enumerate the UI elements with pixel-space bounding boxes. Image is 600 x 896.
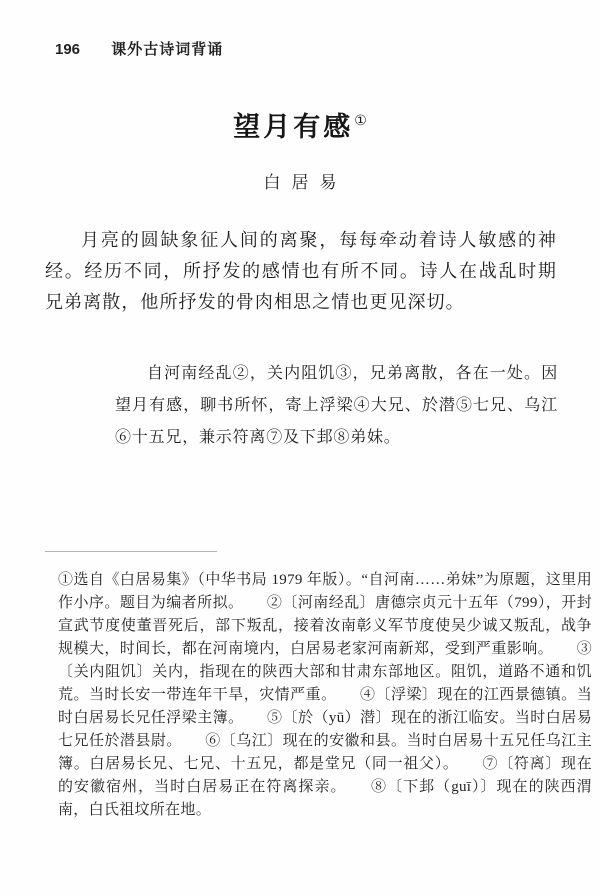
page-header bbox=[0, 0, 600, 59]
footnotes-paragraph: ①选自《白居易集》（中华书局 1979 年版）。“自河南……弟妹”为原题，这里用作小序。题目为编者所拟。 ②〔河南经乱〕唐德宗贞元十五年（799），开封宣武节度使董晋死后，部下叛乱，接着汝南彰义军节度使吴少诚又叛乱，战争规模大，时间长，都在河南境内，白居易老家河南新郑，受到严重影响。 ③〔关内阻饥〕关内，指现在的陕西大部和甘肃东部地区。阻饥，道路不通和饥荒。当时长安一带连年干旱，灾情严重。 ④〔浮梁〕现在的江西景德镇。当时白居易长兄任浮梁主簿。 ⑤〔於（yū）潜〕现在的浙江临安。当时白居易七兄任於潜县尉。 ⑥〔乌江〕现在的安徽和县。当时白居易十五兄任乌江主簿。白居易长兄、七兄、十五兄，都是堂兄（同一祖父）。 ⑦〔符离〕现在的安徽宿州，当时白居易正在符离探亲。 ⑧〔下邽（guī）〕现在的陕西渭南，白氏祖坟所在地。 bbox=[58, 572, 592, 818]
page-number: 196 bbox=[55, 41, 81, 58]
title-footnote-ref: ① bbox=[354, 112, 367, 128]
poem-preface: 自河南经乱②，关内阻饥③，兄弟离散，各在一处。因望月有感，聊书所怀，寄上浮梁④大兄、於潜⑤七兄、乌江⑥十五兄，兼示符离⑦及下邽⑧弟妹。 bbox=[115, 365, 558, 446]
introduction-paragraph: 月亮的圆缺象征人间的离聚，每每牵动着诗人敏感的神经。经历不同，所抒发的感情也有所不同。诗人在战乱时期兄弟离散，他所抒发的骨肉相思之情也更见深切。 bbox=[45, 230, 557, 312]
poem-title-text: 望月有感 bbox=[233, 112, 354, 142]
footnote-divider bbox=[45, 551, 217, 552]
book-title: 课外古诗词背诵 bbox=[111, 41, 224, 58]
poem-author: 白居易 bbox=[263, 173, 348, 192]
poem-title bbox=[0, 105, 600, 144]
